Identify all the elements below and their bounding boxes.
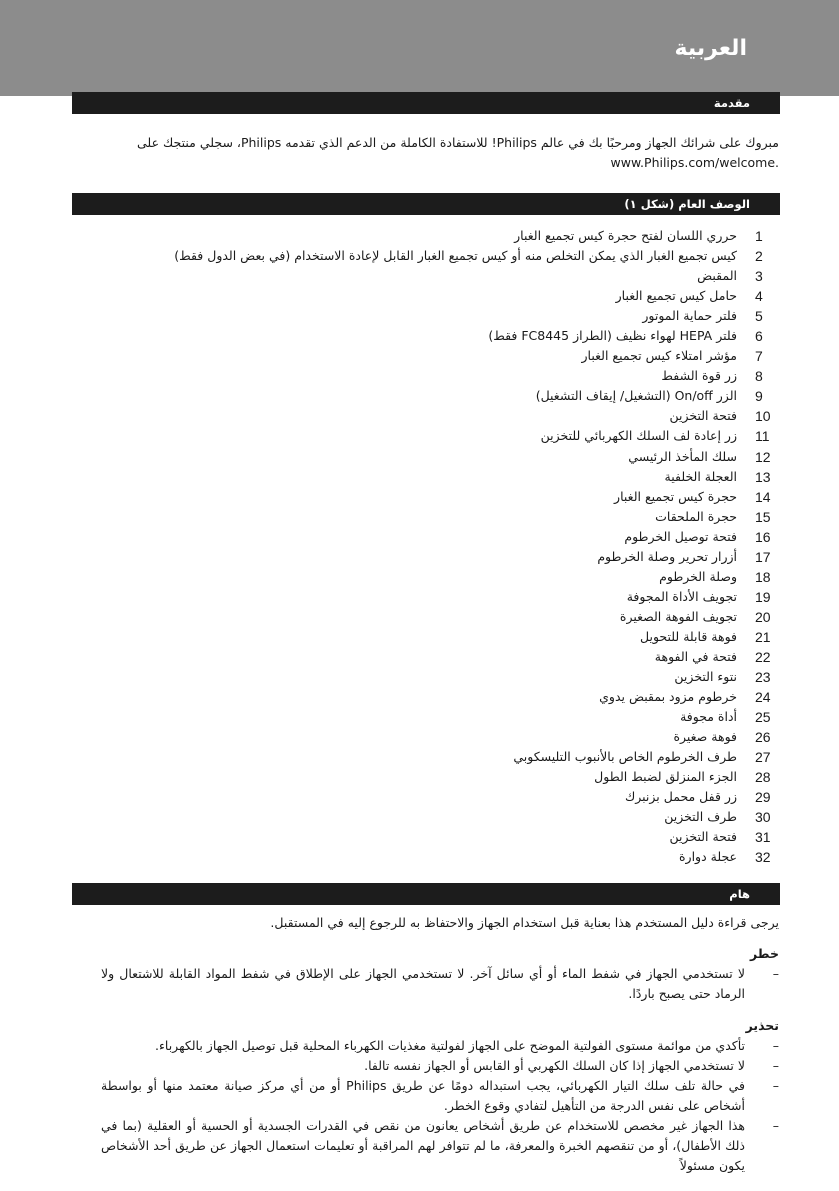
item-number: 21: [755, 628, 771, 645]
section-bar-intro: [72, 92, 780, 114]
item-number: 10: [755, 408, 771, 425]
item-text: نتوء التخزين: [674, 669, 737, 685]
list-item: [79, 467, 779, 487]
item-text: تجويف الفوهة الصغيرة: [619, 608, 737, 624]
item-number: 7: [755, 348, 763, 365]
warning-bullet-4: [101, 1116, 779, 1176]
item-text: فوهة قابلة للتحويل: [640, 628, 737, 644]
item-text: فتحة في الفوهة: [654, 648, 737, 664]
item-text: كيس تجميع الغبار الذي يمكن التخلص منه أو كيس تجميع الغبار القابل لإعادة الاستخدام (في بعض الدول فقط): [174, 248, 737, 264]
item-number: 24: [755, 689, 771, 706]
item-number: 20: [755, 608, 771, 625]
item-number: 25: [755, 709, 771, 726]
list-item: [79, 286, 779, 306]
item-text: تجويف الأداة المجوفة: [626, 588, 737, 604]
list-item: [79, 487, 779, 507]
intro-line-2: .www.Philips.com/welcome: [610, 155, 779, 170]
item-text: فوهة صغيرة: [673, 729, 737, 745]
bullet-dash: –: [772, 1058, 779, 1073]
item-text: خرطوم مزود بمقبض يدوي: [599, 689, 737, 705]
item-text: حجرة كيس تجميع الغبار: [614, 488, 737, 504]
intro-title: مقدمة: [713, 96, 750, 110]
warning-bullet-text: تأكدي من موائمة مستوى الفولتية الموضح على الجهاز لفولتية مغذيات الكهرباء المحلية قبل توصيل الجهاز بالكهرباء.: [155, 1038, 745, 1053]
item-text: فتحة التخزين: [669, 829, 737, 845]
item-number: 9: [755, 388, 763, 405]
item-text: فتحة التخزين: [669, 408, 737, 424]
list-item: [79, 527, 779, 547]
item-text: فلتر حماية الموتور: [642, 308, 737, 324]
item-number: 5: [755, 308, 763, 325]
list-item: [79, 747, 779, 767]
item-number: 12: [755, 448, 771, 465]
bullet-dash: –: [772, 966, 779, 981]
list-item: [79, 767, 779, 787]
language-title: العربية: [674, 36, 747, 61]
item-text: حجرة الملحقات: [655, 508, 737, 524]
list-item: [79, 827, 779, 847]
item-number: 23: [755, 669, 771, 686]
danger-bullet-text: لا تستخدمي الجهاز في شفط الماء أو أي سائل آخر. لا تستخدمي الجهاز على الإطلاق في شفط المواد القابلة للاشتعال ولا الرماد حتى يصبح باردًا.: [101, 966, 745, 1001]
item-text: زر إعادة لف السلك الكهربائي للتخزين: [540, 428, 737, 444]
item-number: 15: [755, 508, 771, 525]
list-item: [79, 607, 779, 627]
list-item: [79, 306, 779, 326]
important-text: يرجى قراءة دليل المستخدم هذا بعناية قبل استخدام الجهاز والاحتفاظ به للرجوع إليه في المستقبل.: [270, 915, 779, 930]
warning-bullet-1: [101, 1036, 779, 1056]
item-number: 13: [755, 468, 771, 485]
list-item: [79, 326, 779, 346]
item-number: 16: [755, 528, 771, 545]
list-item: [79, 727, 779, 747]
list-item: [79, 587, 779, 607]
item-number: 1: [755, 228, 763, 244]
warning-bullet-text: هذا الجهاز غير مخصص للاستخدام عن طريق أشخاص يعانون من نقص في القدرات الجسدية أو الحسية أو العقلية (بما في ذلك الأطفال)، أو من تنقصهم الخبرة والمعرفة، ما لم تتوافر لهم المراقبة أو تعليمات استعمال الجهاز عن طريق أحد الأشخاص يكون مسئولاً: [101, 1118, 745, 1173]
list-item: [79, 386, 779, 406]
list-item: [79, 507, 779, 527]
item-number: 32: [755, 849, 771, 866]
bullet-dash: –: [772, 1078, 779, 1093]
warning-bullet-text: لا تستخدمي الجهاز إذا كان السلك الكهربي أو القابس أو الجهاز نفسه تالفا.: [364, 1058, 745, 1073]
list-item: [79, 426, 779, 446]
item-text: سلك المأخذ الرئيسي: [628, 448, 737, 464]
item-number: 26: [755, 729, 771, 746]
item-text: زر قفل محمل بزنبرك: [624, 789, 737, 805]
list-item: [79, 647, 779, 667]
description-title: الوصف العام (شكل ١): [624, 197, 750, 211]
list-item: [79, 366, 779, 386]
item-number: 18: [755, 568, 771, 585]
list-item: [79, 447, 779, 467]
item-number: 11: [755, 428, 770, 445]
warning-bullet-2: [101, 1056, 779, 1076]
item-number: 19: [755, 588, 771, 605]
item-number: 28: [755, 769, 771, 786]
item-text: طرف التخزين: [664, 809, 737, 825]
intro-paragraph: [101, 133, 779, 173]
parts-list: [79, 226, 779, 868]
intro-line-1: مبروك على شرائك الجهاز ومرحبًا بك في عالم Philips! للاستفادة الكاملة من الدعم الذي تقدمه Philips، سجلي منتجك على: [137, 135, 779, 150]
section-bar-description: [72, 193, 780, 215]
list-item: [79, 787, 779, 807]
item-text: المقبض: [697, 268, 737, 284]
item-number: 6: [755, 328, 763, 345]
list-item: [79, 406, 779, 426]
item-number: 29: [755, 789, 771, 806]
bullet-dash: –: [772, 1038, 779, 1053]
warning-bullet-text: في حالة تلف سلك التيار الكهربائي، يجب استبداله دومًا عن طريق Philips أو من أي مركز صيانة معتمد منها أو بواسطة أشخاص على نفس الدرجة من التأهيل لتفادي وقوع الخطر.: [101, 1078, 745, 1113]
list-item: [79, 807, 779, 827]
list-item: [79, 547, 779, 567]
item-number: 30: [755, 809, 771, 826]
item-number: 3: [755, 268, 763, 285]
item-text: أداة مجوفة: [680, 709, 737, 725]
section-bar-important: [72, 883, 780, 905]
list-item: [79, 266, 779, 286]
danger-heading: خطر: [750, 946, 779, 961]
item-text: عجلة دوارة: [678, 849, 737, 865]
item-number: 2: [755, 248, 763, 265]
item-text: مؤشر امتلاء كيس تجميع الغبار: [581, 348, 737, 364]
item-text: حرري اللسان لفتح حجرة كيس تجميع الغبار: [514, 228, 737, 243]
item-text: وصلة الخرطوم: [659, 568, 737, 584]
list-item: [79, 847, 779, 867]
warning-heading: تحذير: [745, 1018, 779, 1033]
list-item: [79, 567, 779, 587]
item-text: زر قوة الشفط: [661, 368, 737, 384]
list-item: [79, 226, 779, 246]
item-text: فلتر HEPA لهواء نظيف (الطراز FC8445 فقط): [488, 328, 737, 344]
important-title: هام: [729, 887, 750, 901]
list-item: [79, 687, 779, 707]
warning-bullet-3: [101, 1076, 779, 1116]
item-number: 27: [755, 749, 771, 766]
item-text: الجزء المنزلق لضبط الطول: [594, 769, 737, 785]
item-text: الزر On/off (التشغيل/ إيقاف التشغيل): [535, 388, 737, 404]
danger-bullet: [101, 964, 779, 1004]
list-item: [79, 627, 779, 647]
item-text: فتحة توصيل الخرطوم: [624, 528, 737, 544]
item-number: 8: [755, 368, 763, 385]
item-number: 4: [755, 288, 763, 305]
list-item: [79, 667, 779, 687]
item-number: 22: [755, 648, 771, 665]
list-item: [79, 246, 779, 266]
item-text: أزرار تحرير وصلة الخرطوم: [597, 548, 737, 564]
item-number: 14: [755, 488, 771, 505]
item-text: العجلة الخلفية: [664, 468, 737, 484]
item-text: طرف الخرطوم الخاص بالأنبوب التليسكوبي: [513, 749, 737, 765]
list-item: [79, 346, 779, 366]
list-item: [79, 707, 779, 727]
bullet-dash: –: [772, 1118, 779, 1133]
item-text: حامل كيس تجميع الغبار: [615, 288, 737, 304]
item-number: 17: [755, 548, 771, 565]
item-number: 31: [755, 829, 771, 846]
